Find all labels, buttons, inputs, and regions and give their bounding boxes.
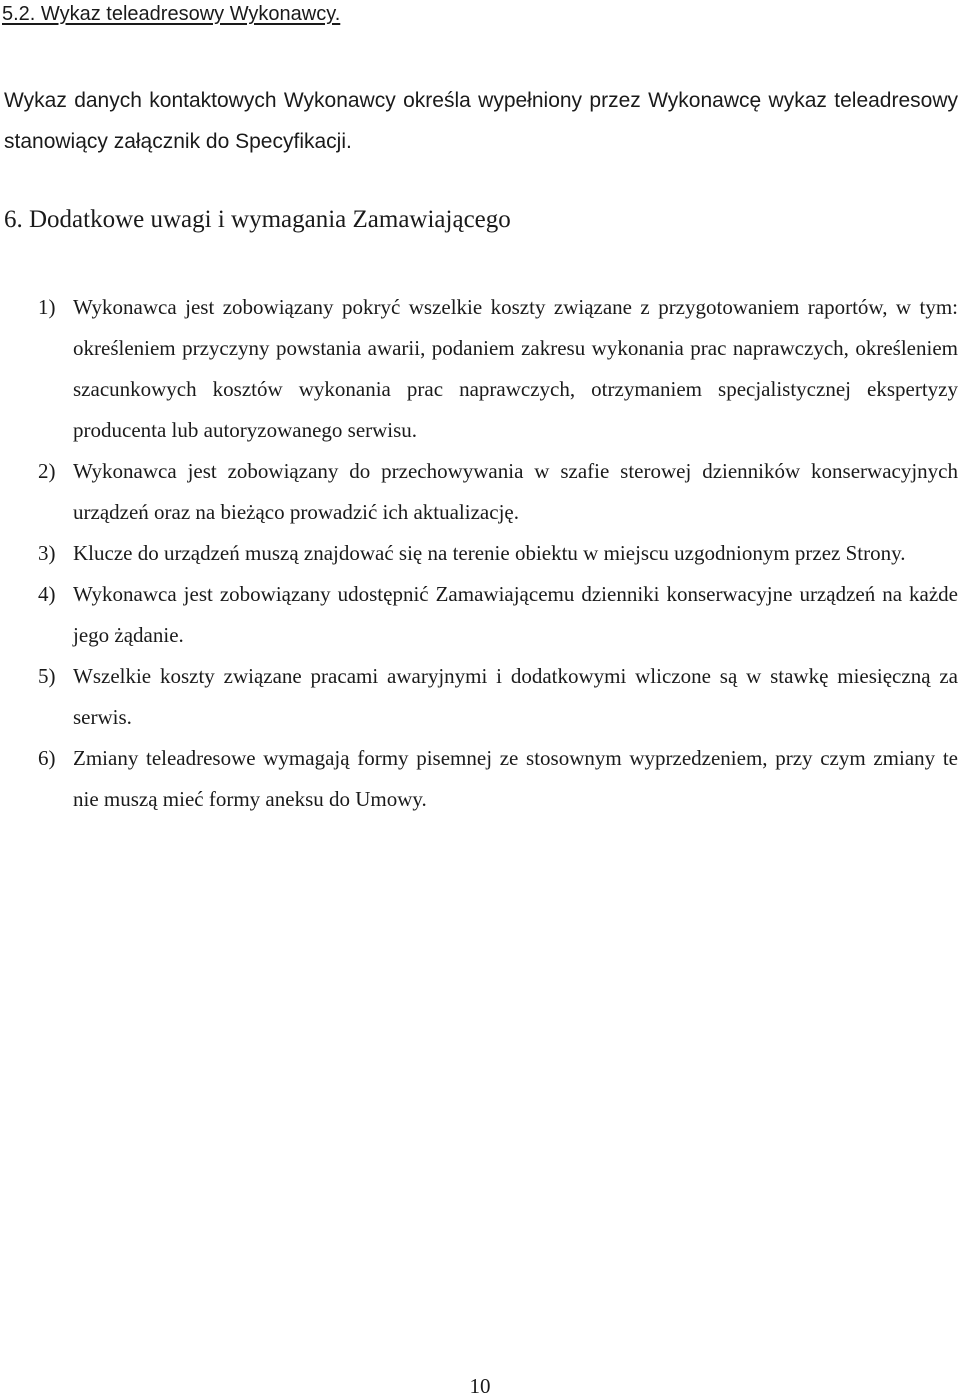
list-item-1	[0, 287, 958, 451]
section-heading-5-2: 5.2. Wykaz teleadresowy Wykonawcy.	[2, 3, 341, 25]
list-item-2	[0, 451, 958, 533]
list-marker: 6)	[38, 746, 56, 770]
list-marker: 2)	[38, 459, 56, 483]
section-5-2-paragraph: Wykaz danych kontaktowych Wykonawcy określa wypełniony przez Wykonawcę wykaz teleadresowy stanowiący załącznik do Specyfikacji.	[4, 89, 958, 153]
list-item-3	[0, 533, 958, 574]
list-item-text: Klucze do urządzeń muszą znajdować się na terenie obiektu w miejscu uzgodnionym przez Strony.	[73, 541, 906, 565]
list-item-4	[0, 574, 958, 656]
list-item-text: Wykonawca jest zobowiązany do przechowywania w szafie sterowej dzienników konserwacyjnych urządzeń oraz na bieżąco prowadzić ich aktualizację.	[73, 459, 958, 524]
list-item-text: Zmiany teleadresowe wymagają formy pisemnej ze stosownym wyprzedzeniem, przy czym zmiany te nie muszą mieć formy aneksu do Umowy.	[73, 746, 958, 811]
list-item-text: Wykonawca jest zobowiązany udostępnić Zamawiającemu dzienniki konserwacyjne urządzeń na każde jego żądanie.	[73, 582, 958, 647]
list-marker: 1)	[38, 295, 56, 319]
list-item-text: Wykonawca jest zobowiązany pokryć wszelkie koszty związane z przygotowaniem raportów, w tym: określeniem przyczyny powstania awarii, podaniem zakresu wykonania prac naprawczych, określeniem szacunkowych kosztów wykonania prac naprawczych, otrzymaniem specjalistycznej ekspertyzy producenta lub autoryzowanego serwisu.	[73, 295, 958, 442]
section-heading-6: 6. Dodatkowe uwagi i wymagania Zamawiającego	[4, 206, 511, 233]
page-number: 10	[469, 1374, 491, 1398]
requirements-list	[0, 287, 958, 820]
list-marker: 3)	[38, 541, 56, 565]
list-item-5	[0, 656, 958, 738]
list-marker: 4)	[38, 582, 56, 606]
list-marker: 5)	[38, 664, 56, 688]
list-item-text: Wszelkie koszty związane pracami awaryjnymi i dodatkowymi wliczone są w stawkę miesięczną za serwis.	[73, 664, 958, 729]
list-item-6	[0, 738, 958, 820]
